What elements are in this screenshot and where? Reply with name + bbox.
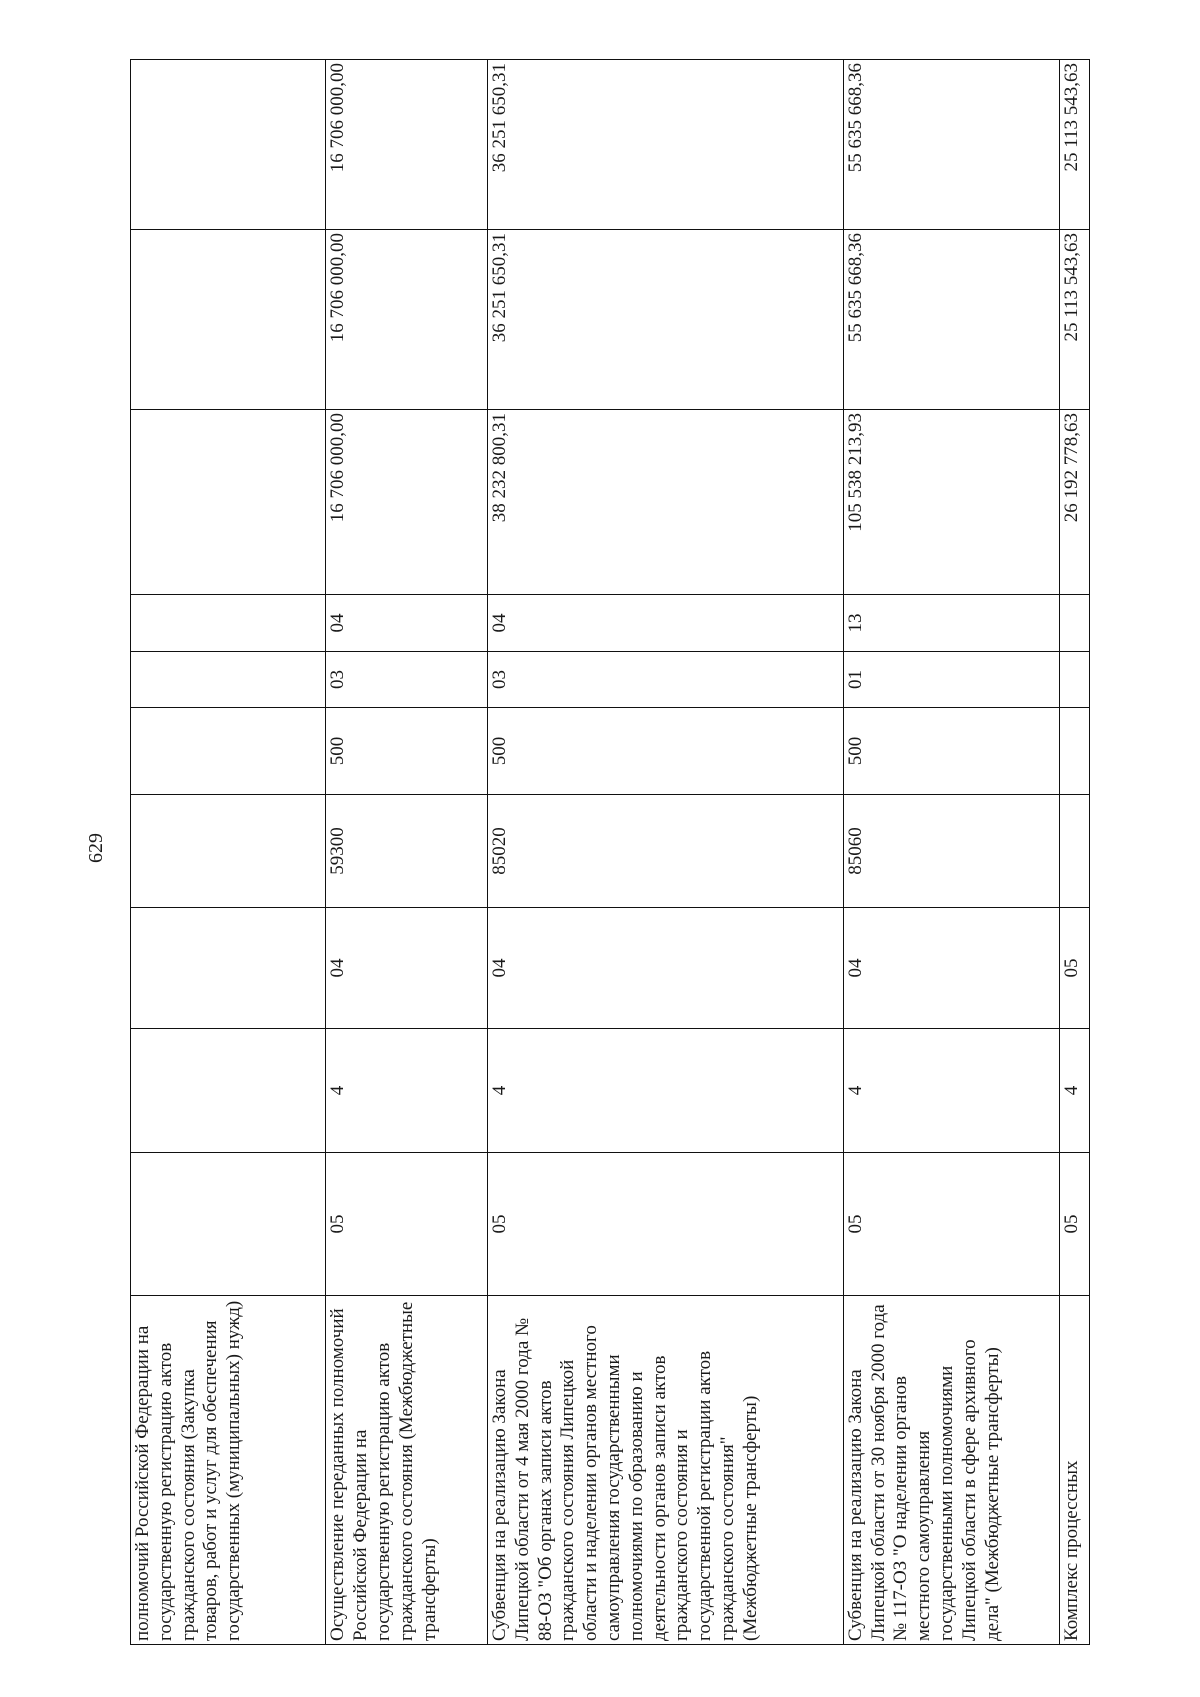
subsection-code-cell: 04	[487, 595, 843, 652]
amount-year-3-cell: 55 635 668,36	[843, 60, 1060, 230]
expense-type-cell: 500	[843, 708, 1060, 795]
row-name-cell: полномочий Российской Федерации на государственную регистрацию актов гражданского состояния (Закупка товаров, работ и услуг для обеспечения государственных (муниципальных) нужд)	[131, 1296, 326, 1645]
chapter-code-cell: 03	[326, 652, 488, 708]
subprogram-code-cell: 4	[487, 1029, 843, 1153]
amount-year-1-cell: 105 538 213,93	[843, 410, 1060, 595]
subprogram-code-cell: 4	[326, 1029, 488, 1153]
amount-year-2-cell	[131, 230, 326, 410]
section-code-cell	[131, 1153, 326, 1296]
expense-code-cell: 85020	[487, 795, 843, 908]
chapter-code-cell: 03	[487, 652, 843, 708]
table-row	[326, 60, 488, 1645]
amount-year-2-cell: 36 251 650,31	[487, 230, 843, 410]
expense-code-cell	[131, 795, 326, 908]
chapter-code-cell: 01	[843, 652, 1060, 708]
amount-year-1-cell: 26 192 778,63	[1060, 410, 1090, 595]
amount-year-1-cell	[131, 410, 326, 595]
section-code-cell: 05	[1060, 1153, 1090, 1296]
subsection-code-cell	[131, 595, 326, 652]
expense-type-cell: 500	[487, 708, 843, 795]
amount-year-1-cell: 16 706 000,00	[326, 410, 488, 595]
subsection-code-cell: 04	[326, 595, 488, 652]
table-row	[487, 60, 843, 1645]
amount-year-1-cell: 38 232 800,31	[487, 410, 843, 595]
rotated-table-wrapper	[130, 60, 1090, 1645]
complex-code-cell: 04	[487, 908, 843, 1029]
chapter-code-cell	[1060, 652, 1090, 708]
amount-year-3-cell	[131, 60, 326, 230]
section-code-cell: 05	[843, 1153, 1060, 1296]
section-code-cell: 05	[487, 1153, 843, 1296]
complex-code-cell: 04	[843, 908, 1060, 1029]
expense-code-cell	[1060, 795, 1090, 908]
table-row	[843, 60, 1060, 1645]
page-number: 629	[84, 833, 107, 863]
expense-type-cell	[1060, 708, 1090, 795]
amount-year-2-cell: 25 113 543,63	[1060, 230, 1090, 410]
subsection-code-cell	[1060, 595, 1090, 652]
complex-code-cell	[131, 908, 326, 1029]
row-name-cell: Субвенция на реализацию Закона Липецкой области от 4 мая 2000 года № 88-ОЗ "Об органах записи актов гражданского состояния Липецкой области и наделении органов местного самоуправления государственными полномочиями по образованию и деятельности органов записи актов гражданского состояния и государственной регистрации актов гражданского состояния" (Межбюджетные трансферты)	[487, 1296, 843, 1645]
amount-year-3-cell: 16 706 000,00	[326, 60, 488, 230]
chapter-code-cell	[131, 652, 326, 708]
row-name-cell: Субвенция на реализацию Закона Липецкой области от 30 ноября 2000 года № 117-ОЗ "О наделении органов местного самоуправления государственными полномочиями Липецкой области в сфере архивного дела" (Межбюджетные трансферты)	[843, 1296, 1060, 1645]
subsection-code-cell: 13	[843, 595, 1060, 652]
section-code-cell: 05	[326, 1153, 488, 1296]
amount-year-2-cell: 55 635 668,36	[843, 230, 1060, 410]
subprogram-code-cell	[131, 1029, 326, 1153]
amount-year-3-cell: 36 251 650,31	[487, 60, 843, 230]
amount-year-3-cell: 25 113 543,63	[1060, 60, 1090, 230]
complex-code-cell: 05	[1060, 908, 1090, 1029]
expense-type-cell: 500	[326, 708, 488, 795]
subprogram-code-cell: 4	[843, 1029, 1060, 1153]
row-name-cell: Комплекс процессных	[1060, 1296, 1090, 1645]
row-name-cell: Осуществление переданных полномочий Российской Федерации на государственную регистрацию актов гражданского состояния (Межбюджетные трансферты)	[326, 1296, 488, 1645]
complex-code-cell: 04	[326, 908, 488, 1029]
expense-type-cell	[131, 708, 326, 795]
table-row	[1060, 60, 1090, 1645]
budget-table	[130, 59, 1090, 1645]
subprogram-code-cell: 4	[1060, 1029, 1090, 1153]
expense-code-cell: 85060	[843, 795, 1060, 908]
amount-year-2-cell: 16 706 000,00	[326, 230, 488, 410]
table-row	[131, 60, 326, 1645]
expense-code-cell: 59300	[326, 795, 488, 908]
